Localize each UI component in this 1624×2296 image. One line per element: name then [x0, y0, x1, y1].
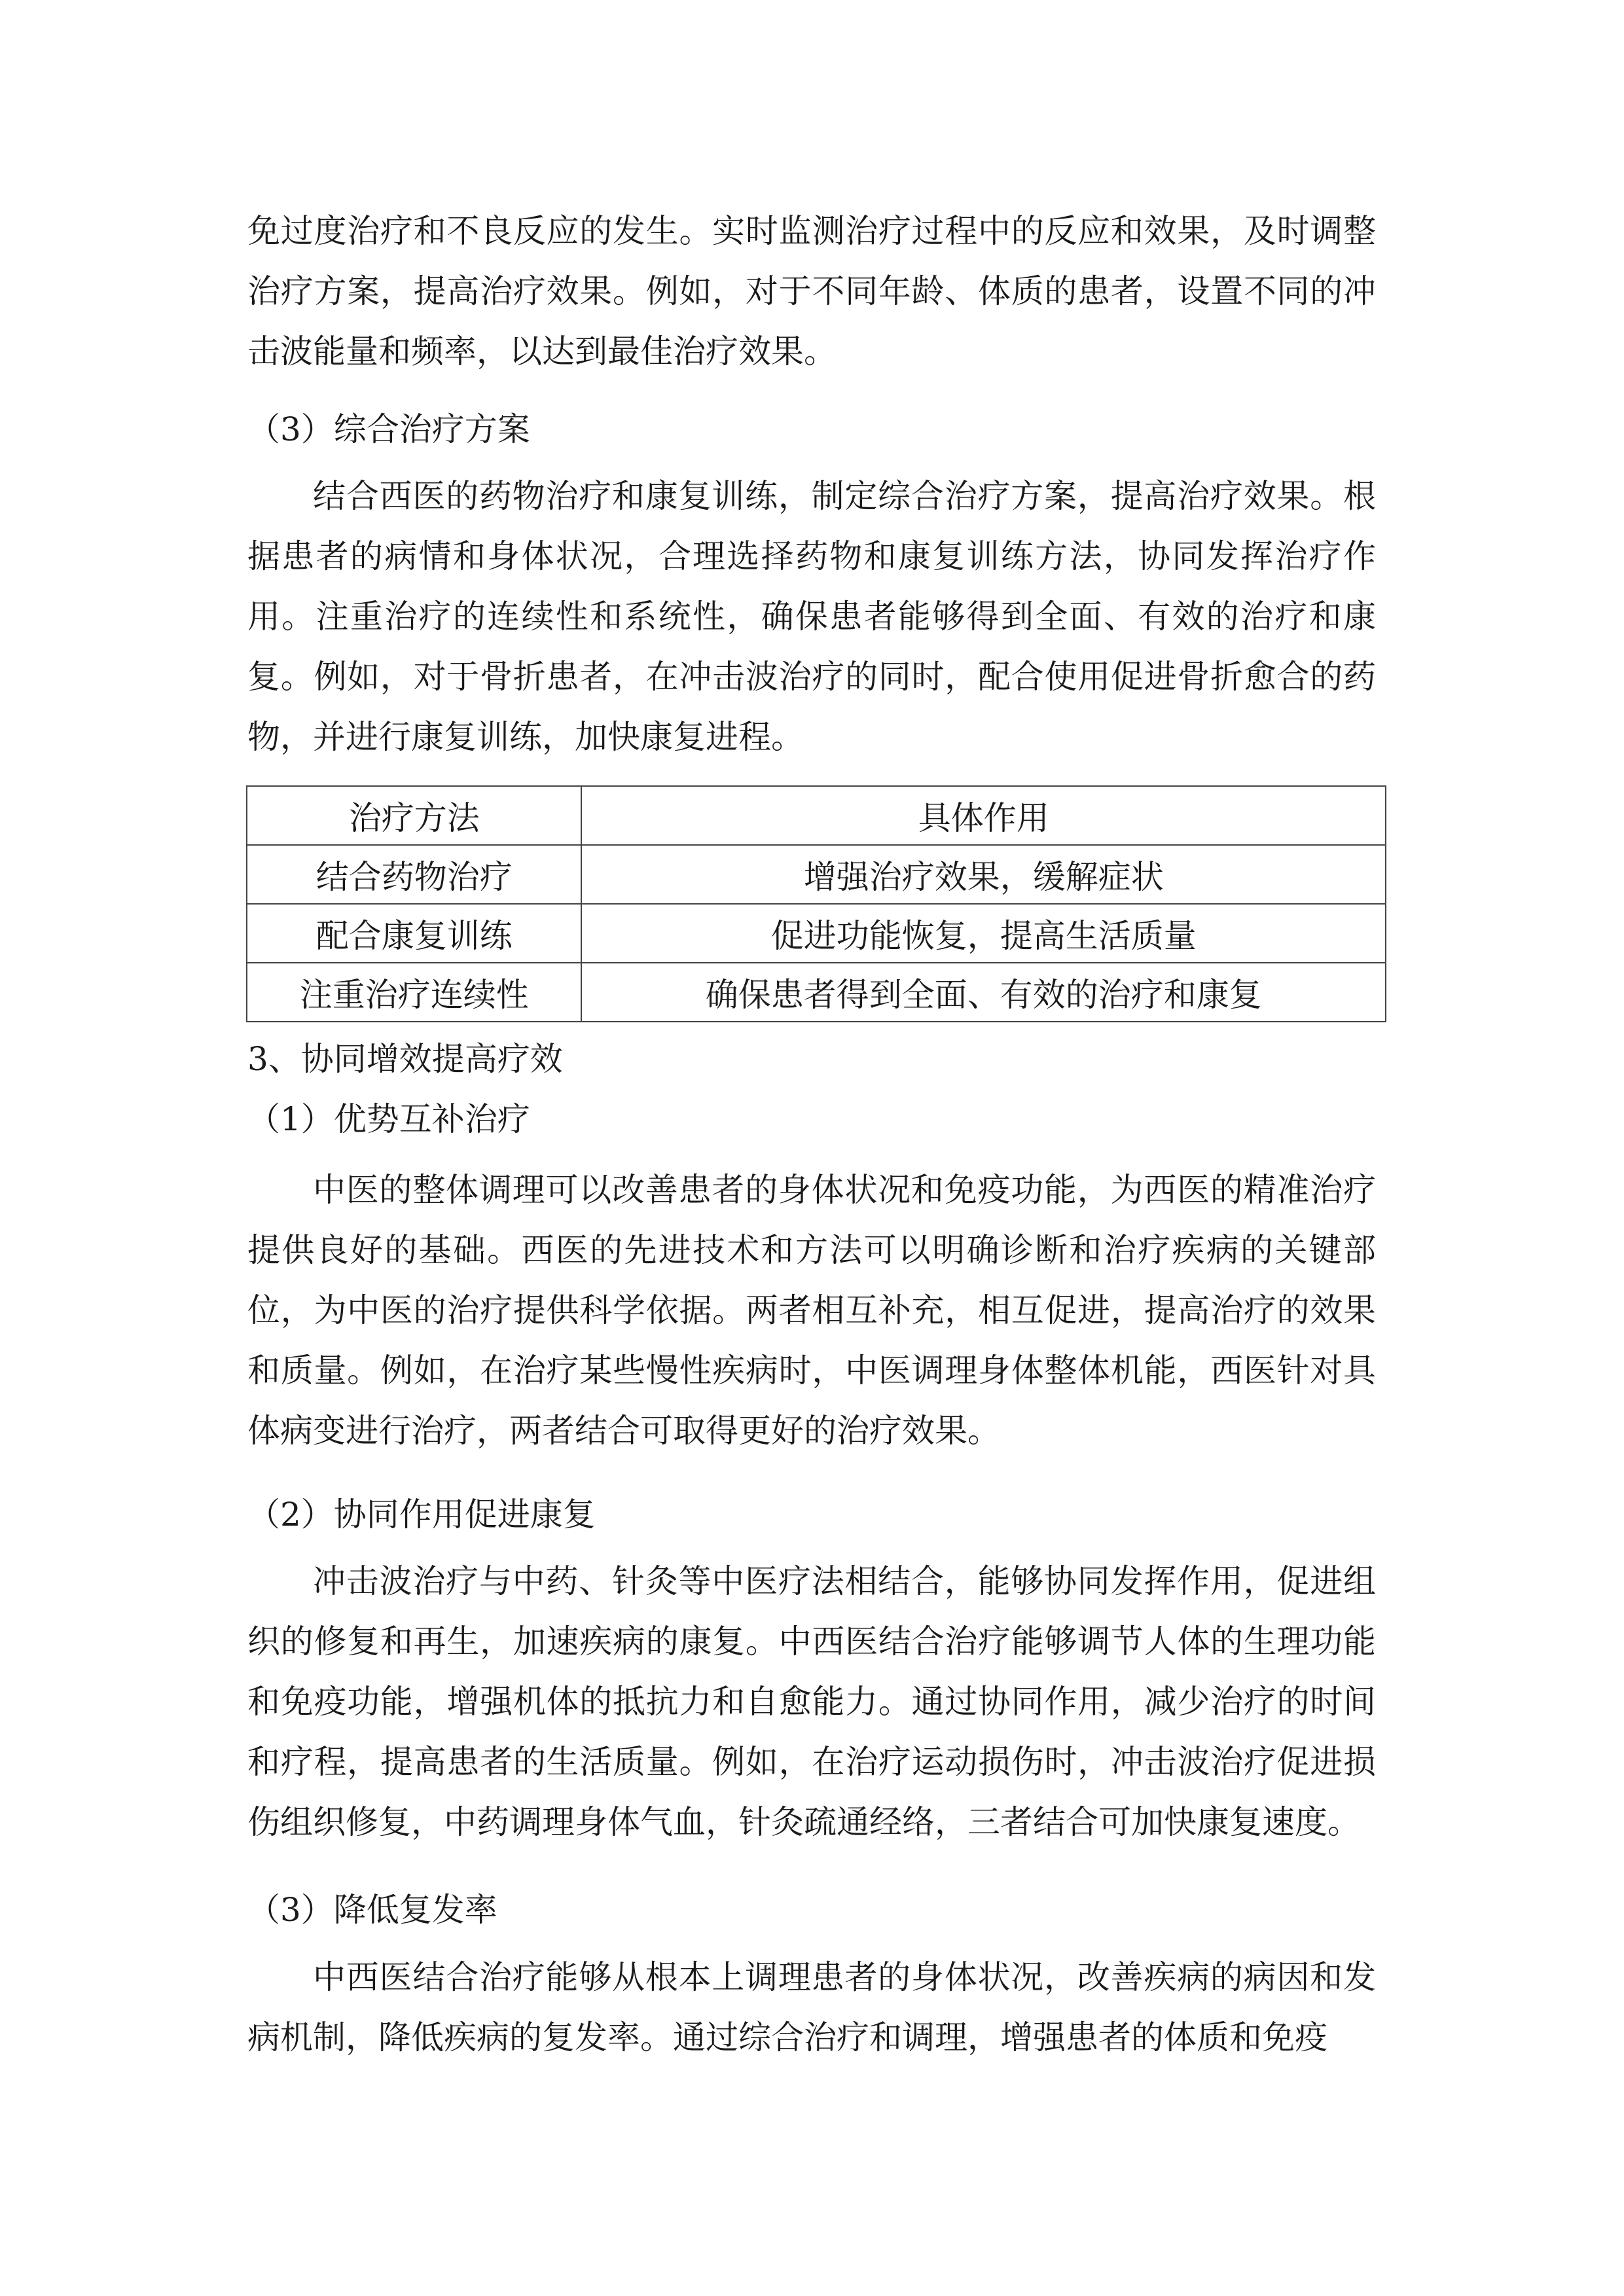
table-cell: 注重治疗连续性 [247, 963, 581, 1022]
table-row [247, 963, 1386, 1022]
paragraph-overtreatment: 免过度治疗和不良反应的发生。实时监测治疗过程中的反应和效果，及时调整治疗方案，提高治疗效果。例如，对于不同年龄、体质的患者，设置不同的冲击波能量和频率，以达到最佳治疗效果。 [247, 212, 1376, 370]
subheading-complementary: （1）优势互补治疗 [247, 1100, 530, 1138]
table-row [247, 845, 1386, 904]
table-header-row [247, 786, 1386, 845]
table-cell: 配合康复训练 [247, 904, 581, 963]
paragraph-comprehensive-plan: 结合西医的药物治疗和康复训练，制定综合治疗方案，提高治疗效果。根据患者的病情和身体状况，合理选择药物和康复训练方法，协同发挥治疗作用。注重治疗的连续性和系统性，确保患者能够得到全面、有效的治疗和康复。例如，对于骨折患者，在冲击波治疗的同时，配合使用促进骨折愈合的药物，并进行康复训练，加快康复进程。 [247, 477, 1376, 756]
section-heading-synergy: 3、协同增效提高疗效 [247, 1040, 563, 1078]
paragraph-synergy-recovery: 冲击波治疗与中药、针灸等中医疗法相结合，能够协同发挥作用，促进组织的修复和再生，加速疾病的康复。中西医结合治疗能够调节人体的生理功能和免疫功能，增强机体的抵抗力和自愈能力。通过协同作用，减少治疗的时间和疗程，提高患者的生活质量。例如，在治疗运动损伤时，冲击波治疗促进损伤组织修复，中药调理身体气血，针灸疏通经络，三者结合可加快康复速度。 [247, 1562, 1376, 1841]
table-header-cell: 治疗方法 [247, 786, 581, 845]
subheading-comprehensive-plan: （3）综合治疗方案 [247, 410, 530, 448]
table-cell: 增强治疗效果，缓解症状 [581, 845, 1386, 904]
table-cell: 确保患者得到全面、有效的治疗和康复 [581, 963, 1386, 1022]
treatment-methods-table [246, 785, 1386, 1022]
paragraph-complementary: 中医的整体调理可以改善患者的身体状况和免疫功能，为西医的精准治疗提供良好的基础。西医的先进技术和方法可以明确诊断和治疗疾病的关键部位，为中医的治疗提供科学依据。两者相互补充，相互促进，提高治疗的效果和质量。例如，在治疗某些慢性疾病时，中医调理身体整体机能，西医针对具体病变进行治疗，两者结合可取得更好的治疗效果。 [247, 1171, 1376, 1450]
table-row [247, 904, 1386, 963]
subheading-synergy-recovery: （2）协同作用促进康复 [247, 1496, 596, 1534]
table-cell: 结合药物治疗 [247, 845, 581, 904]
table-header-cell: 具体作用 [581, 786, 1386, 845]
paragraph-reduce-recurrence: 中西医结合治疗能够从根本上调理患者的身体状况，改善疾病的病因和发病机制，降低疾病的复发率。通过综合治疗和调理，增强患者的体质和免疫 [247, 1958, 1376, 2056]
subheading-reduce-recurrence: （3）降低复发率 [247, 1891, 497, 1929]
table-cell: 促进功能恢复，提高生活质量 [581, 904, 1386, 963]
